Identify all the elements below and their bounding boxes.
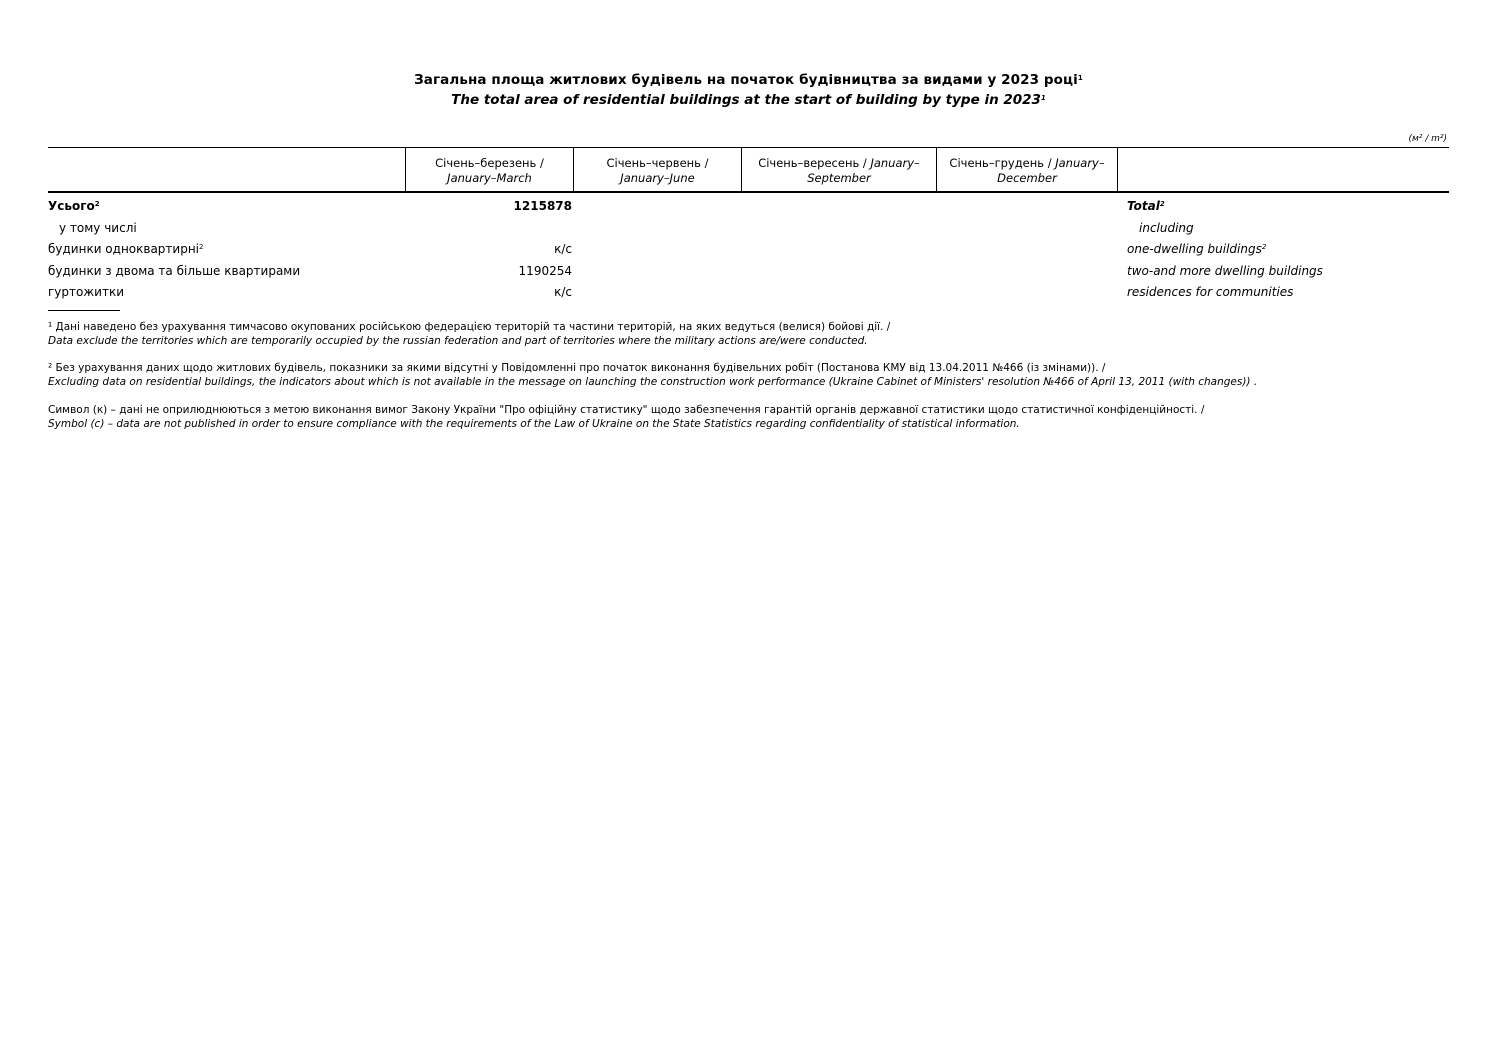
column-header-year-en-inline: January– (1055, 156, 1105, 170)
footnote-2-en: Excluding data on residential buildings, the indicators about which is not available in the message on launching the construction work performance (Ukraine Cabinet of Ministers' resolution №466 of April 13, 2011 (with changes)) . (48, 376, 1258, 388)
footnote-2 (48, 361, 1257, 389)
row-label-en: Total$^2$ (1127, 199, 1165, 213)
column-header-year-en: December (997, 171, 1057, 185)
row-value-q1: 1215878 (513, 199, 572, 213)
symbol-note-uk: Символ (к) – дані не оприлюднюються з метою виконання вимог Закону України "Про офіційну статистику" щодо забезпечення гарантій органів державної статистики щодо статистичної конфіденційності. / (48, 404, 1205, 416)
row-value-q1: 1190254 (518, 264, 572, 278)
title-en-footnote-mark: 1 (1040, 94, 1046, 102)
table-header-bottom-rule (48, 191, 1449, 193)
column-header-year-uk: Січень–грудень / (949, 156, 1056, 170)
row-label-en: one-dwelling buildings$^2$ (1127, 242, 1267, 256)
column-divider (1117, 148, 1118, 191)
column-header-q1-uk: Січень–березень / (435, 156, 544, 170)
column-header-9m-en: September (807, 171, 871, 185)
footnote-1 (48, 320, 890, 348)
table-row-total (0, 199, 1497, 219)
title-en-text: The total area of residential buildings at the start of building by type in 2023 (451, 92, 1041, 108)
row-label-en: two-and more dwelling buildings (1127, 264, 1323, 278)
unit-label: (м² / m²) (1408, 134, 1447, 144)
row-label-en: residences for communities (1127, 285, 1294, 299)
footnote-2-uk: ² Без урахування даних щодо житлових будівель, показники за якими відсутні у Повідомленні про початок виконання будівельних робіт (Постанова КМУ від 13.04.2011 №466 (із змінами)). / (48, 362, 1106, 374)
table-row-residences (0, 285, 1497, 305)
column-header-q1 (406, 156, 573, 190)
column-header-9m (742, 156, 936, 190)
symbol-note (48, 403, 1204, 431)
column-header-h1-uk: Січень–червень / (606, 156, 709, 170)
title-uk-text: Загальна площа житлових будівель на початок будівництва за видами у 2023 році (414, 72, 1078, 88)
footnote-rule (48, 310, 120, 311)
footnote-1-en: Data exclude the territories which are temporarily occupied by the russian federation and part of territories where the military actions are/were conducted. (48, 335, 868, 347)
column-header-year (937, 156, 1117, 190)
column-header-9m-en-inline: January– (870, 156, 920, 170)
row-value-q1: к/с (554, 285, 572, 299)
row-label-uk: будинки з двома та більше квартирами (48, 264, 301, 278)
table-row-multi-dwelling (0, 264, 1497, 284)
column-header-h1-en: January–June (620, 171, 695, 185)
table-row-one-dwelling (0, 242, 1497, 262)
row-label-en: including (1139, 221, 1194, 235)
table-top-rule (48, 147, 1449, 148)
table-row-including (0, 221, 1497, 241)
row-label-uk: гуртожитки (48, 285, 125, 299)
footnote-1-uk: ¹ Дані наведено без урахування тимчасово окупованих російською федерацією територій та частини територій, на яких ведуться (велися) бойові дії. / (48, 321, 891, 333)
page-title-english (0, 92, 1497, 108)
row-value-q1: к/с (554, 242, 572, 256)
title-uk-footnote-mark: 1 (1077, 74, 1083, 82)
row-label-uk: Усього$^2$ (48, 199, 100, 213)
column-header-q1-en: January–March (447, 171, 532, 185)
column-header-9m-uk: Січень–вересень / (758, 156, 871, 170)
row-label-uk: у тому числі (59, 221, 137, 235)
row-label-uk: будинки одноквартирні$^2$ (48, 242, 204, 256)
symbol-note-en: Symbol (c) – data are not published in order to ensure compliance with the requirements of the Law of Ukraine on the State Statistics regarding confidentiality of statistical information. (48, 418, 1020, 430)
column-header-h1 (574, 156, 741, 190)
page-title-ukrainian (0, 72, 1497, 88)
